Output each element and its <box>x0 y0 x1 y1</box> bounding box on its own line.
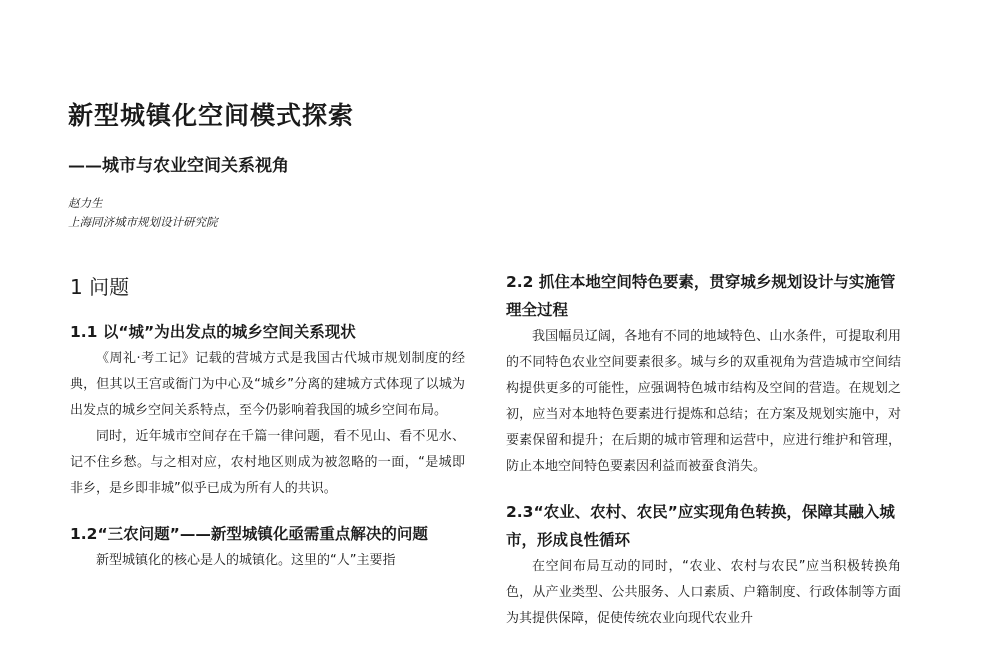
subsection-heading-1-1: 1.1 以“城”为出发点的城乡空间关系现状 <box>70 323 356 341</box>
author-affiliation: 上海同济城市规划设计研究院 <box>68 215 218 229</box>
author-name: 赵力生 <box>68 196 103 210</box>
paragraph: 新型城镇化的核心是人的城镇化。这里的“人”主要指 <box>96 553 396 568</box>
subsection-heading-2-2: 2.2 抓住本地空间特色要素，贯穿城乡规划设计与实施管理全过程 <box>506 273 896 319</box>
paragraph: 《周礼·考工记》记载的营城方式是我国古代城市规划制度的经典，但其以王宫或衙门为中心及“城乡”分离的建城方式体现了以城为出发点的城乡空间关系特点，至今仍影响着我国的城乡空间布局。 <box>70 351 465 418</box>
paragraph: 我国幅员辽阔，各地有不同的地域特色、山水条件，可提取利用的不同特色农业空间要素很多。城与乡的双重视角为营造城市空间结构提供更多的可能性，应强调特色城市结构及空间的营造。在规划之初，应当对本地特色要素进行提炼和总结；在方案及规划实施中，对要素保留和提升；在后期的城市管理和运营中，应进行维护和管理，防止本地空间特色要素因利益而被蚕食消失。 <box>506 329 901 474</box>
left-column <box>70 272 465 574</box>
article-title: 新型城镇化空间模式探索 <box>68 101 355 130</box>
subsection-heading-1-2: 1.2“三农问题”——新型城镇化亟需重点解决的问题 <box>70 525 428 543</box>
subsection-heading-2-3: 2.3“农业、农村、农民”应实现角色转换，保障其融入城市，形成良性循环 <box>506 503 895 549</box>
section-heading-1: 1 问题 <box>70 275 130 299</box>
article-subtitle: ——城市与农业空间关系视角 <box>68 156 289 176</box>
paragraph: 在空间布局互动的同时，“农业、农村与农民”应当积极转换角色，从产业类型、公共服务、人口素质、户籍制度、行政体制等方面为其提供保障，促使传统农业向现代农业升 <box>506 559 901 626</box>
right-column <box>506 268 901 632</box>
paragraph: 同时，近年城市空间存在千篇一律问题，看不见山、看不见水、记不住乡愁。与之相对应，农村地区则成为被忽略的一面，“是城即非乡，是乡即非城”似乎已成为所有人的共识。 <box>70 429 465 496</box>
